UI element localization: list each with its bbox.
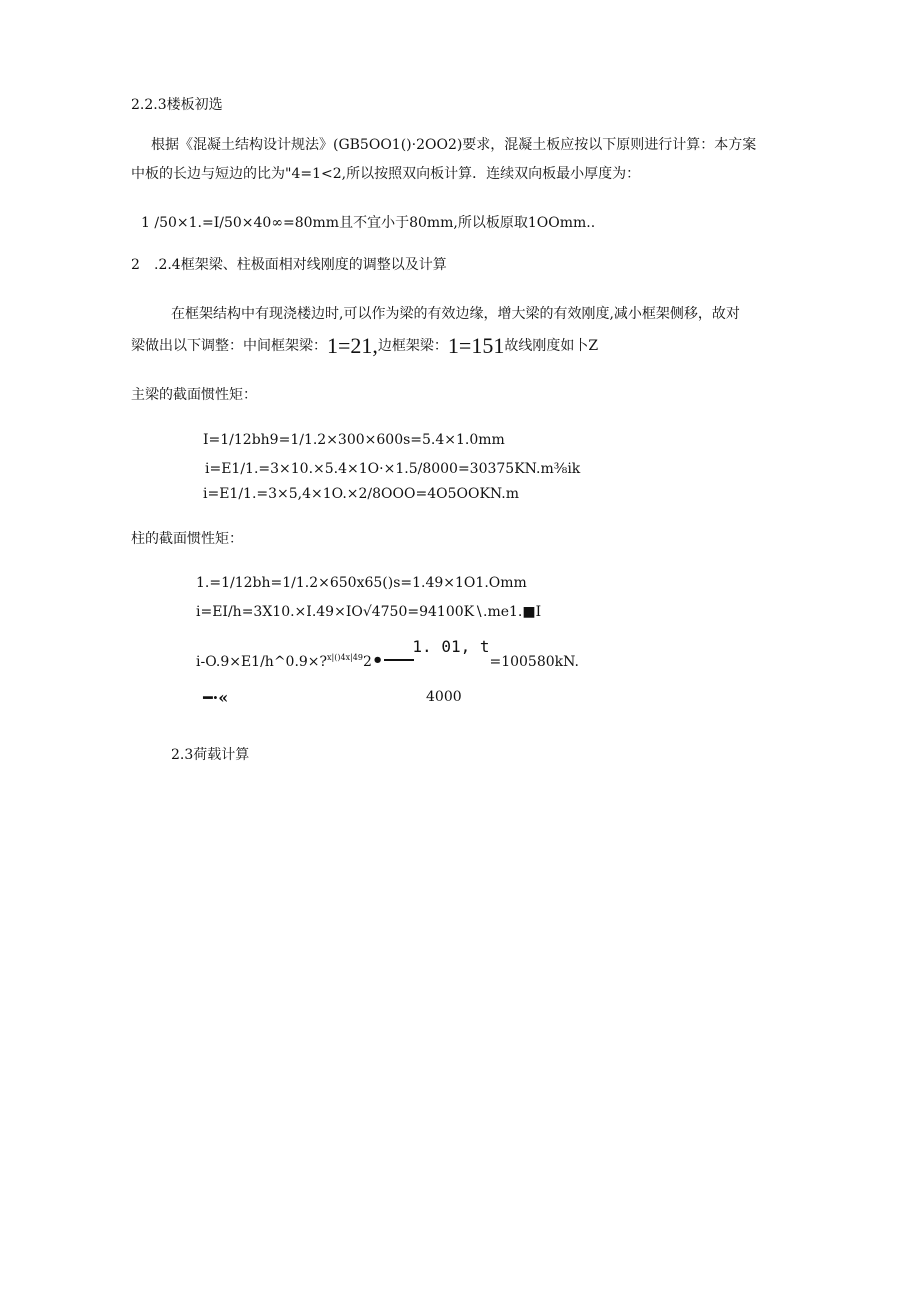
- paragraph-frame-line-1: 在框架结构中有现浇楼边时,可以作为梁的有效边缘，增大梁的有效刚度,减小框架侧移，故对: [171, 306, 740, 322]
- fraction-numerator: 1. 01, t: [412, 637, 490, 656]
- column-formula-1: 1.=1∕12bh=1∕1.2×650x65()s=1.49×1O1.Omm: [196, 575, 527, 591]
- formula-superscript: x|()4x|49: [327, 653, 363, 662]
- beam-inertia-label: 主梁的截面惯性矩：: [131, 387, 257, 403]
- column-formula-3: [196, 637, 579, 672]
- beam-formula-1: I=1∕12bh9=1∕1.2×300×600s=5.4×1.0mm: [203, 432, 505, 448]
- formula-mid: 2: [362, 654, 372, 670]
- stray-glyphs: ━·«: [203, 688, 229, 707]
- paragraph-frame-line-2: [131, 333, 599, 358]
- fraction-bar-left: [384, 659, 414, 661]
- edge-beam-ratio: 1=151: [447, 333, 505, 358]
- section-heading-2-3: 2.3荷载计算: [171, 747, 250, 763]
- section-heading-number: 2: [131, 257, 140, 273]
- text-segment: 梁做出以下调整：中间框架梁：: [131, 338, 327, 354]
- section-heading-2-2-4: .2.4框架梁、柱极面相对线刚度的调整以及计算: [154, 257, 447, 273]
- beam-formula-3: i=E1∕1.=3×5,4×1O.×2∕8OOO=4O5OOKN.m: [203, 486, 519, 502]
- column-inertia-label: 柱的截面惯性矩：: [131, 531, 243, 547]
- section-heading-2-2-3: 2.2.3楼板初选: [131, 97, 223, 113]
- text-segment: 故线刚度如卜Z: [504, 338, 599, 354]
- paragraph-slab-line-2: 中板的长边与短边的比为"4=1<2,所以按照双向板计算．连续双向板最小厚度为：: [131, 166, 641, 182]
- beam-formula-2: i=E1∕1.=3×10.×5.4×1O·×1.5∕8000=30375KN.m⅜ik: [205, 461, 581, 477]
- formula-prefix: i-O.9×E1/h^0.9×?: [196, 654, 328, 670]
- column-formula-2: i=EI/h=3X10.×I.49×IO√4750=94100K∖.me1.■I: [196, 604, 542, 620]
- formula-slab-thickness: 1 ∕50×1.=Ⅰ∕50×40∞=80mm且不宜小于80mm,所以板原取1OOmm..: [141, 215, 596, 231]
- paragraph-slab-line-1: 根据《混凝土结构设计规法》(GB5OO1()·2OO2)要求，混凝土板应按以下原则进行计算：本方案: [151, 137, 757, 153]
- fraction-denominator: 4000: [426, 689, 462, 705]
- middle-beam-ratio: 1=21,: [327, 333, 378, 358]
- formula-result: =100580kN.: [489, 654, 579, 670]
- formula-dot: •: [371, 650, 384, 671]
- text-segment: 边框架梁：: [377, 338, 448, 354]
